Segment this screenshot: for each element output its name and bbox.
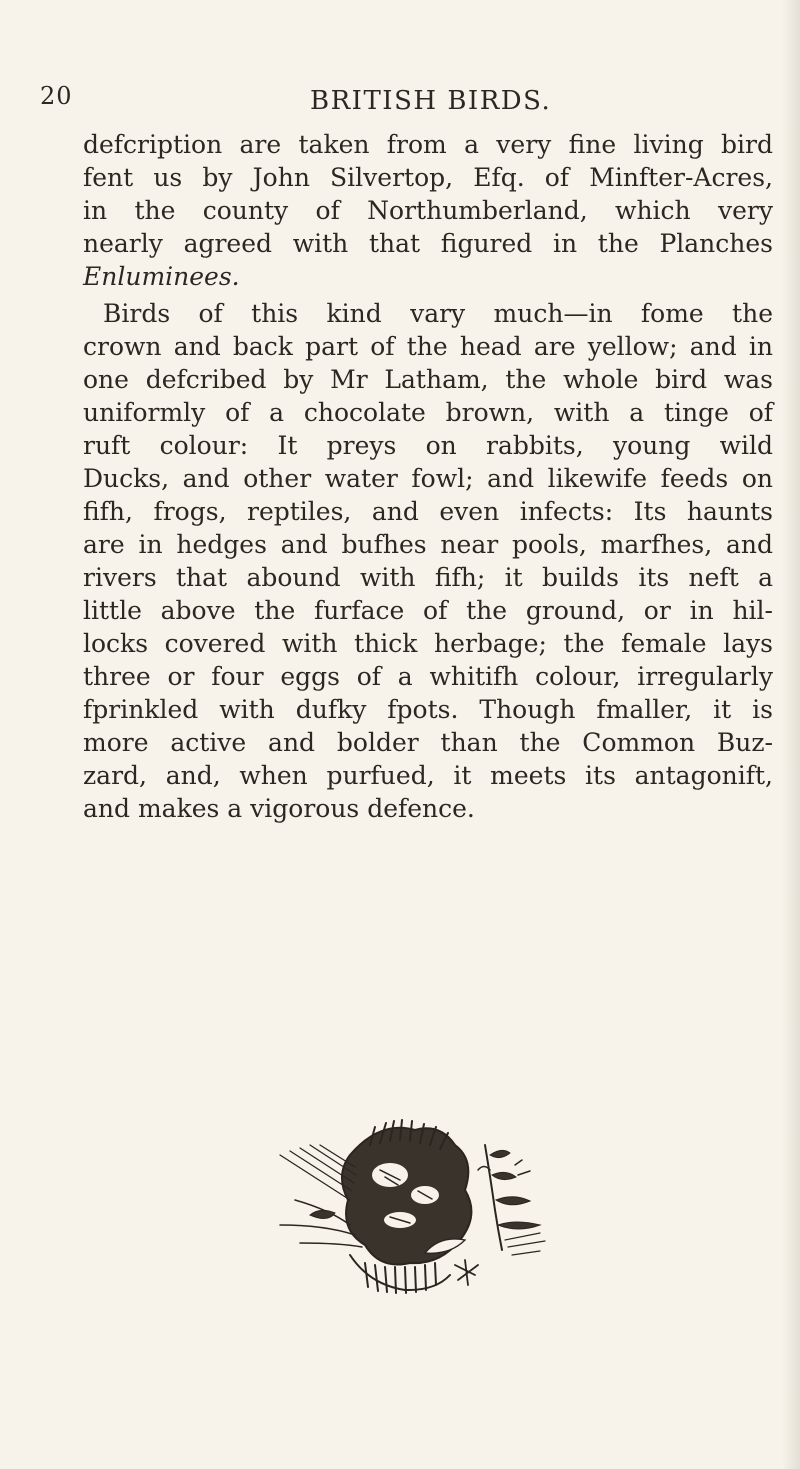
text-line: fprinkled with dufky fpots. Though fmaller, it is <box>83 695 773 724</box>
text-line: and makes a vigorous defence. <box>83 794 475 823</box>
paragraph-2 <box>83 297 773 825</box>
text-line: little above the furface of the ground, or in hil- <box>83 596 773 625</box>
paragraph-1 <box>83 128 773 293</box>
text-line: defcription are taken from a very fine living bird <box>83 130 773 159</box>
text-line: three or four eggs of a whitifh colour, irregularly <box>83 662 773 691</box>
text-line: are in hedges and bufhes near pools, marfhes, and <box>83 530 773 559</box>
text-line: zard, and, when purfued, it meets its antagonift, <box>83 761 773 790</box>
text-line: fifh, frogs, reptiles, and even infects: Its haunts <box>83 497 773 526</box>
text-line: locks covered with thick herbage; the female lays <box>83 629 773 658</box>
page-edge-shadow <box>782 0 800 1469</box>
bird-vignette-icon <box>240 1115 580 1295</box>
page-number: 20 <box>40 82 73 110</box>
running-head: BRITISH BIRDS. <box>310 86 552 116</box>
text-line: one defcribed by Mr Latham, the whole bird was <box>83 365 773 394</box>
text-line: Ducks, and other water fowl; and likewife feeds on <box>83 464 773 493</box>
text-line: Enluminees. <box>83 262 240 291</box>
text-line: uniformly of a chocolate brown, with a tinge of <box>83 398 773 427</box>
text-line: rivers that abound with fifh; it builds its neft a <box>83 563 773 592</box>
text-line: Birds of this kind vary much—in fome the <box>103 299 773 328</box>
text-line: crown and back part of the head are yellow; and in <box>83 332 773 361</box>
text-line: in the county of Northumberland, which very <box>83 196 773 225</box>
body-text <box>83 128 773 825</box>
text-line: fent us by John Silvertop, Efq. of Minfter-Acres, <box>83 163 773 192</box>
text-line: ruft colour: It preys on rabbits, young wild <box>83 431 773 460</box>
text-line: nearly agreed with that figured in the Planches <box>83 229 773 258</box>
text-line: more active and bolder than the Common Buz- <box>83 728 773 757</box>
